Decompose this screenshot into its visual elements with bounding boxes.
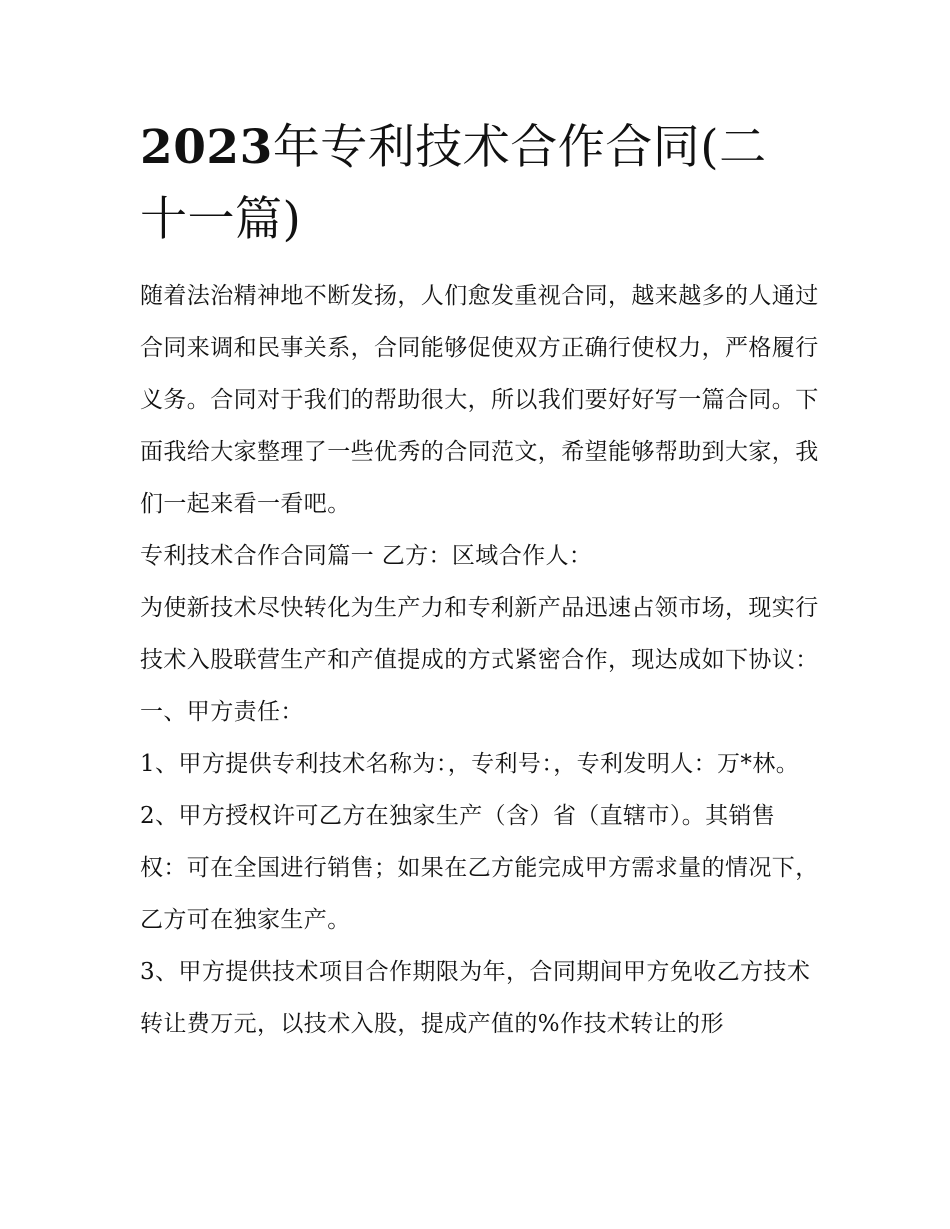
- section-heading: 专利技术合作合同篇一 乙方：区域合作人：: [140, 543, 593, 569]
- clause-3: 3、甲方提供技术项目合作期限为年，合同期间甲方免收乙方技术转让费万元，以技术入股，提成产值的%作技术转让的形: [140, 959, 811, 1037]
- intro-paragraph: 随着法治精神地不断发扬，人们愈发重视合同，越来越多的人通过合同来调和民事关系，合同能够促使双方正确行使权力，严格履行义务。合同对于我们的帮助很大，所以我们要好好写一篇合同。下面我给大家整理了一些优秀的合同范文，希望能够帮助到大家，我们一起来看一看吧。: [140, 283, 819, 517]
- title-text: 年专利技术合作合同(二十一篇): [140, 120, 767, 247]
- agreement-paragraph: 为使新技术尽快转化为生产力和专利新产品迅速占领市场，现实行技术入股联营生产和产值提成的方式紧密合作，现达成如下协议： 一、甲方责任：: [140, 595, 819, 725]
- document-body: [140, 270, 820, 1050]
- document-title: [140, 112, 800, 256]
- clause-1: 1、甲方提供专利技术名称为：，专利号：，专利发明人：万*林。: [140, 751, 800, 777]
- title-year: 2023: [140, 120, 273, 175]
- clause-2: 2、甲方授权许可乙方在独家生产（含）省（直辖市）。其销售权：可在全国进行销售；如果在乙方能完成甲方需求量的情况下，乙方可在独家生产。: [140, 803, 819, 933]
